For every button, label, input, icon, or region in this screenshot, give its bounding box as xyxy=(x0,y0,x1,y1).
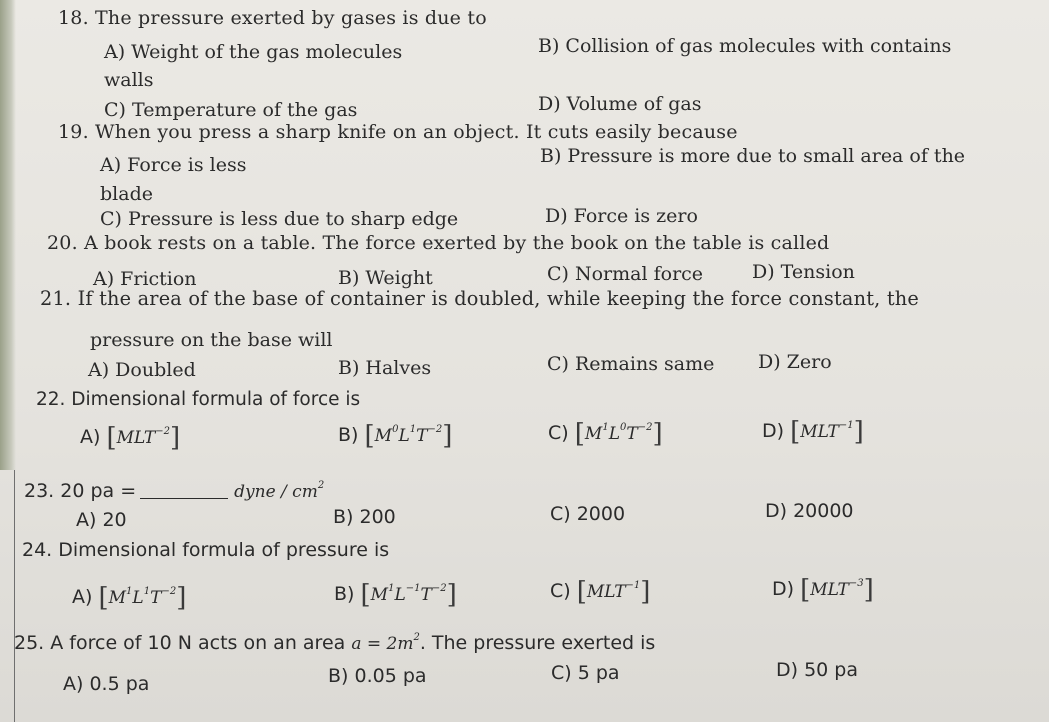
question-19: 19. When you press a sharp knife on an object. It cuts easily because xyxy=(58,121,738,143)
q23-option-c: C) 2000 xyxy=(550,503,626,525)
formula-exponent: 1 xyxy=(602,422,609,433)
q25-option-c: C) 5 pa xyxy=(551,662,620,684)
formula-base: a = 2m xyxy=(351,634,414,654)
formula-exponent: −2 xyxy=(161,586,177,597)
question-25-text: 25. A force of 10 N acts on an area xyxy=(14,632,346,654)
close-bracket: ] xyxy=(446,580,457,610)
q22-option-d-formula xyxy=(800,422,853,442)
question-25 xyxy=(14,626,655,656)
formula-exponent: −2 xyxy=(427,424,443,435)
q24-option-c-formula xyxy=(587,582,640,602)
question-23 xyxy=(24,474,324,504)
formula-base: L xyxy=(398,426,410,446)
formula-base: T xyxy=(416,426,428,446)
question-21: 21. If the area of the base of container is doubled, while keeping the force constant, the xyxy=(40,287,920,310)
unit-base: dyne / cm xyxy=(234,482,318,502)
formula-base: M xyxy=(374,426,393,446)
q21-option-a: A) Doubled xyxy=(88,359,196,381)
q18-option-d: D) Volume of gas xyxy=(538,93,702,115)
close-bracket: ] xyxy=(652,419,663,449)
formula-exponent: −2 xyxy=(431,583,447,594)
q20-option-d: D) Tension xyxy=(752,261,855,283)
close-bracket: ] xyxy=(176,583,187,613)
q23-unit xyxy=(234,482,324,502)
q20-option-b: B) Weight xyxy=(338,267,433,289)
q25-option-a: A) 0.5 pa xyxy=(63,673,150,695)
q18-option-b-continued: walls xyxy=(104,69,154,91)
q22-option-c-formula xyxy=(585,424,653,444)
formula-exponent: 0 xyxy=(392,424,399,435)
formula-base: L xyxy=(394,585,406,605)
formula-exponent: −1 xyxy=(625,580,641,591)
q24-option-c-label: C) xyxy=(550,580,571,602)
open-bracket: [ xyxy=(360,580,371,610)
q25-option-d: D) 50 pa xyxy=(776,659,859,681)
formula-base: MLT xyxy=(586,582,626,602)
formula-exponent: 1 xyxy=(143,586,151,597)
question-22: 22. Dimensional formula of force is xyxy=(36,389,361,410)
q19-option-d: D) Force is zero xyxy=(545,205,698,227)
answer-blank xyxy=(140,498,228,499)
open-bracket: [ xyxy=(98,583,109,613)
q22-option-a-formula xyxy=(117,428,170,448)
formula-base: M xyxy=(584,424,603,444)
q24-option-d xyxy=(772,572,874,605)
q18-option-b: B) Collision of gas molecules with contains xyxy=(538,35,952,57)
q24-option-d-label: D) xyxy=(772,578,795,600)
question-25-text-end: . The pressure exerted is xyxy=(419,632,656,654)
q24-option-b-label: B) xyxy=(334,583,355,605)
formula-base: L xyxy=(132,588,144,608)
formula-base: MLT xyxy=(116,428,156,448)
q24-option-a-formula xyxy=(109,588,177,608)
q25-area-formula xyxy=(351,634,420,654)
q22-option-c-label: C) xyxy=(548,422,569,444)
q24-option-d-formula xyxy=(810,580,863,600)
question-21-continued: pressure on the base will xyxy=(90,329,333,351)
q22-option-d xyxy=(762,414,864,447)
formula-exponent: 1 xyxy=(388,583,395,594)
margin-line xyxy=(14,470,15,722)
q20-option-a: A) Friction xyxy=(93,268,197,290)
unit-exponent: 2 xyxy=(317,480,325,491)
formula-base: T xyxy=(420,585,432,605)
open-bracket: [ xyxy=(800,575,811,605)
open-bracket: [ xyxy=(364,421,375,451)
q24-option-b xyxy=(334,577,457,610)
question-24: 24. Dimensional formula of pressure is xyxy=(22,539,390,561)
formula-exponent: −2 xyxy=(155,426,171,437)
q19-option-b-continued: blade xyxy=(100,183,153,205)
formula-base: MLT xyxy=(810,580,849,600)
q18-option-a: A) Weight of the gas molecules xyxy=(104,41,403,63)
q19-option-c: C) Pressure is less due to sharp edge xyxy=(100,208,459,230)
q23-option-d: D) 20000 xyxy=(765,500,854,522)
q25-option-b: B) 0.05 pa xyxy=(328,665,427,687)
formula-exponent: −2 xyxy=(637,422,653,433)
q21-option-b: B) Halves xyxy=(338,357,432,379)
question-18: 18. The pressure exerted by gases is due to xyxy=(58,7,487,29)
q22-option-b-formula xyxy=(375,426,443,446)
q24-option-a-label: A) xyxy=(72,586,93,608)
q24-option-a xyxy=(72,580,187,613)
open-bracket: [ xyxy=(576,577,587,607)
open-bracket: [ xyxy=(106,423,117,453)
formula-exponent: 0 xyxy=(619,422,627,433)
close-bracket: ] xyxy=(853,417,864,447)
q21-option-c: C) Remains same xyxy=(547,353,715,375)
q22-option-c xyxy=(548,416,663,449)
close-bracket: ] xyxy=(170,423,181,453)
formula-base: L xyxy=(608,424,620,444)
formula-exponent: −1 xyxy=(405,583,421,594)
q22-option-b-label: B) xyxy=(338,424,359,446)
q22-option-d-label: D) xyxy=(762,420,785,442)
q18-option-c: C) Temperature of the gas xyxy=(104,99,358,121)
q22-option-a xyxy=(80,420,181,453)
question-20: 20. A book rests on a table. The force exerted by the book on the table is called xyxy=(47,232,830,254)
q22-option-a-label: A) xyxy=(80,426,101,448)
formula-base: T xyxy=(626,424,638,444)
close-bracket: ] xyxy=(640,577,651,607)
q21-option-d: D) Zero xyxy=(758,351,832,373)
q19-option-b: B) Pressure is more due to small area of the xyxy=(540,145,966,167)
close-bracket: ] xyxy=(863,575,874,605)
open-bracket: [ xyxy=(574,419,585,449)
q24-option-c xyxy=(550,574,651,607)
formula-base: T xyxy=(150,588,162,608)
q20-option-c: C) Normal force xyxy=(547,263,704,285)
formula-base: M xyxy=(370,585,389,605)
formula-base: M xyxy=(108,588,127,608)
formula-base: MLT xyxy=(800,422,839,442)
question-23-text: 23. 20 pa = xyxy=(24,480,137,502)
open-bracket: [ xyxy=(790,417,801,447)
formula-exponent: −3 xyxy=(848,578,864,589)
formula-exponent: 1 xyxy=(126,586,133,597)
q19-option-a: A) Force is less xyxy=(100,154,247,176)
formula-exponent: −1 xyxy=(838,420,854,431)
formula-exponent: 1 xyxy=(409,424,417,435)
q23-option-a: A) 20 xyxy=(76,509,127,531)
q24-option-b-formula xyxy=(371,585,447,605)
close-bracket: ] xyxy=(442,421,453,451)
q22-option-b xyxy=(338,418,453,451)
formula-exponent: 2 xyxy=(413,632,420,643)
page-edge-shadow xyxy=(0,0,16,470)
q23-option-b: B) 200 xyxy=(333,506,396,528)
